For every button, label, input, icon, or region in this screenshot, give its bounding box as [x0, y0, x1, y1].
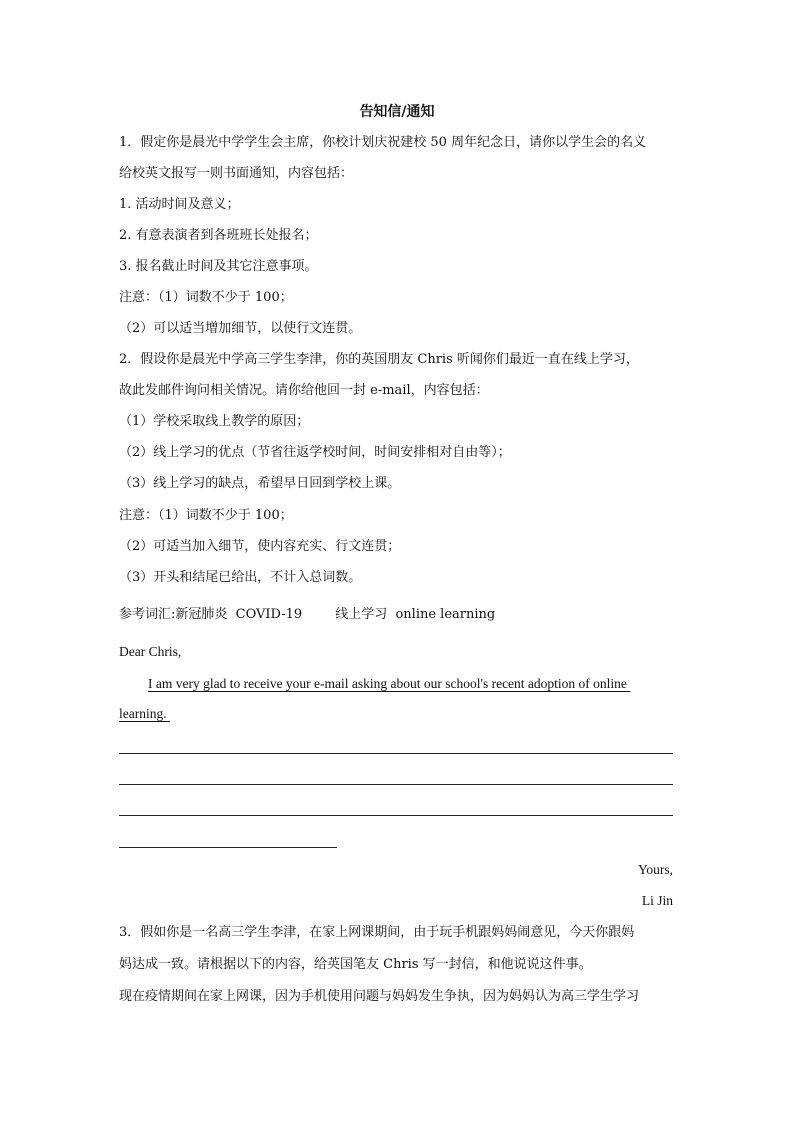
task2-point-2: （2）线上学习的优点（节省往返学校时间，时间安排相对自由等）；	[119, 445, 511, 460]
task3-content-line1: 现在疫情期间在家上网课，因为手机使用问题与妈妈发生争执，因为妈妈认为高三学生学习	[119, 989, 640, 1004]
answer-line-4	[119, 847, 337, 848]
task2-intro-line2: 故此发邮件询问相关情况。请你给他回一封 e-mail，内容包括：	[119, 383, 489, 398]
letter-closing: Yours,	[637, 862, 673, 877]
letter-greeting: Dear Chris,	[119, 644, 182, 659]
task1-note-line1: 注意：（1）词数不少于 100；	[119, 290, 293, 305]
letter-signature: Li Jin	[641, 893, 673, 908]
task1-point-1: 1. 活动时间及意义；	[119, 197, 240, 212]
task2-intro-line1: 2．假设你是晨光中学高三学生李津，你的英国朋友 Chris 听闻你们最近一直在线上学习，	[119, 352, 639, 367]
task1-intro-line1: 1．假定你是晨光中学学生会主席，你校计划庆祝建校 50 周年纪念日，请你以学生会的名义	[119, 135, 647, 150]
task1-point-2: 2. 有意表演者到各班班长处报名；	[119, 228, 318, 243]
task2-vocabulary: 参考词汇:新冠肺炎 COVID-19 线上学习 online learning	[119, 607, 496, 622]
task1-note-line2: （2）可以适当增加细节，以使行文连贯。	[119, 321, 362, 336]
letter-opening-line2: learning.	[119, 706, 170, 721]
answer-line-1	[119, 753, 673, 754]
task2-note-3: （3）开头和结尾已给出，不计入总词数。	[119, 570, 362, 585]
answer-line-3	[119, 815, 673, 816]
task2-point-3: （3）线上学习的缺点，希望早日回到学校上课。	[119, 476, 401, 491]
task1-point-3: 3. 报名截止时间及其它注意事项。	[119, 259, 318, 274]
task3-intro-line2: 妈达成一致。请根据以下的内容，给英国笔友 Chris 写一封信，和他说说这件事。	[119, 957, 592, 972]
task2-note-1: 注意：（1）词数不少于 100；	[119, 508, 293, 523]
task1-intro-line2: 给校英文报写一则书面通知，内容包括：	[119, 166, 354, 181]
task2-note-2: （2）可适当加入细节，使内容充实、行文连贯；	[119, 539, 401, 554]
task2-point-1: （1）学校采取线上教学的原因；	[119, 414, 310, 429]
answer-line-2	[119, 784, 673, 785]
task3-intro-line1: 3．假如你是一名高三学生李津，在家上网课期间，由于玩手机跟妈妈闹意见，今天你跟妈	[119, 925, 635, 940]
letter-opening-line1: I am very glad to receive your e-mail asking about our school's recent adoption of online	[148, 676, 631, 691]
page-title: 告知信/通知	[359, 104, 435, 120]
